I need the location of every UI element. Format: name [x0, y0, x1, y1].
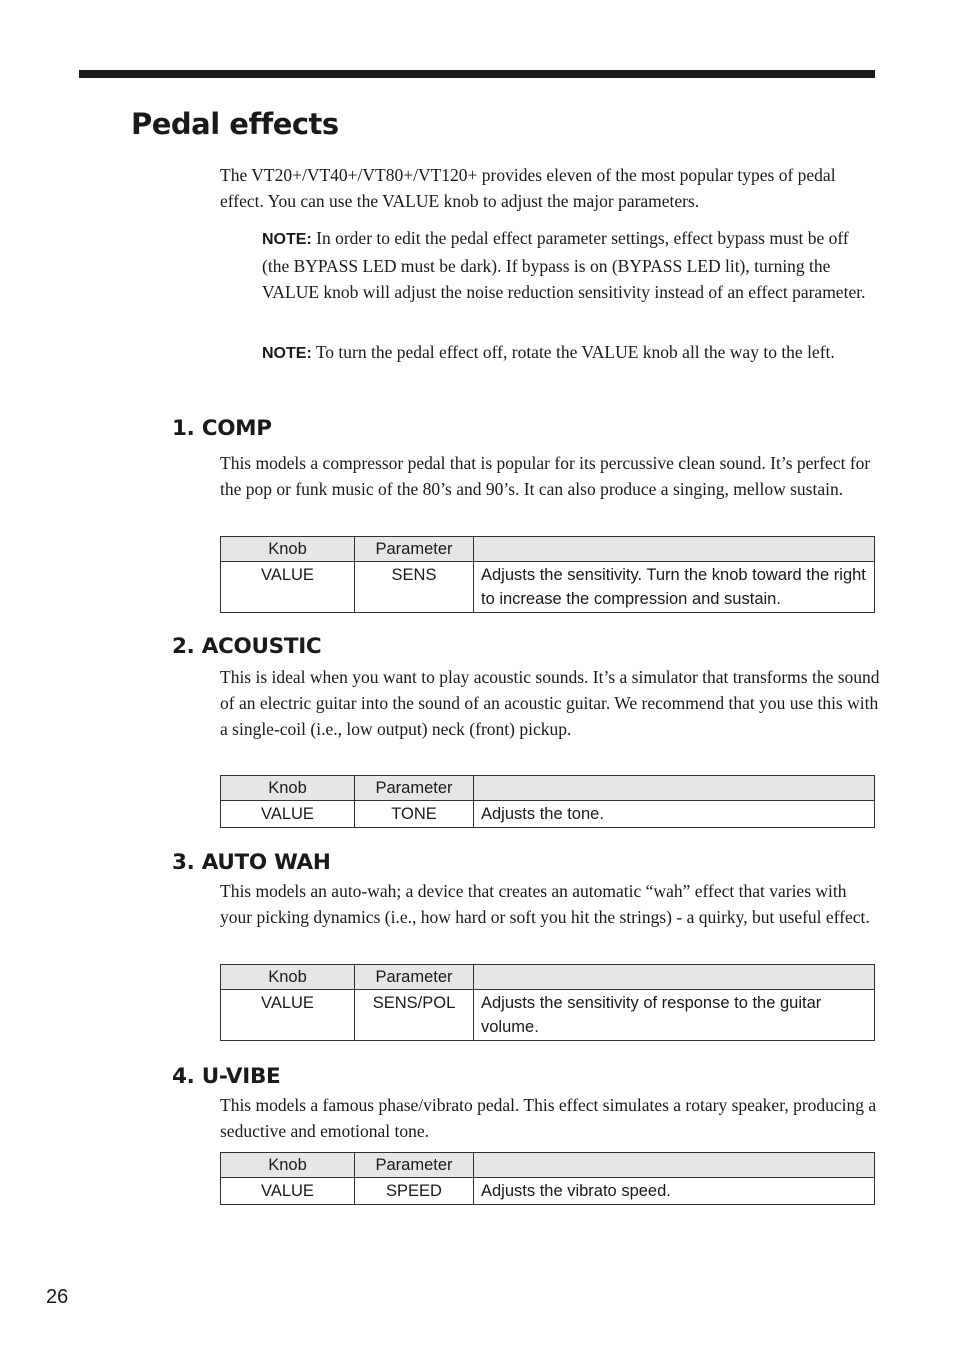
table-header-row: [221, 537, 875, 562]
note-label: NOTE:: [262, 345, 312, 362]
section-body-acoustic: This is ideal when you want to play acoustic sounds. It’s a simulator that transforms the sound of an electric guitar into the sound of an acoustic guitar. We recommend that you use this with a single-coil (i.e., low output) neck (front) pickup.: [220, 667, 880, 739]
header-description: [474, 965, 875, 990]
table-row: [221, 1178, 875, 1205]
note-effect-off: [262, 339, 876, 367]
header-description: [474, 776, 875, 801]
header-knob: Knob: [221, 1153, 355, 1178]
cell-parameter: SENS: [355, 562, 474, 613]
header-description: [474, 537, 875, 562]
table-header-row: [221, 1153, 875, 1178]
cell-knob: VALUE: [221, 801, 355, 828]
param-table-acoustic: [220, 775, 875, 828]
intro-paragraph: The VT20+/VT40+/VT80+/VT120+ provides eleven of the most popular types of pedal effect. You can use the VALUE knob to adjust the major parameters.: [220, 165, 836, 211]
param-table-auto-wah: [220, 964, 875, 1041]
note-bypass: [262, 225, 876, 305]
table-row: [221, 562, 875, 613]
cell-description: Adjusts the sensitivity of response to the guitar volume.: [474, 990, 875, 1041]
header-parameter: Parameter: [355, 537, 474, 562]
param-table-comp: [220, 536, 875, 613]
page-title: Pedal effects: [131, 107, 339, 141]
note-label: NOTE:: [262, 231, 312, 248]
cell-knob: VALUE: [221, 1178, 355, 1205]
header-knob: Knob: [221, 776, 355, 801]
section-title-acoustic: 2. ACOUSTIC: [172, 634, 322, 659]
header-parameter: Parameter: [355, 1153, 474, 1178]
header-parameter: Parameter: [355, 776, 474, 801]
section-title-comp: 1. COMP: [172, 416, 272, 441]
cell-knob: VALUE: [221, 562, 355, 613]
header-parameter: Parameter: [355, 965, 474, 990]
section-title-auto-wah: 3. AUTO WAH: [172, 850, 331, 875]
cell-knob: VALUE: [221, 990, 355, 1041]
table-header-row: [221, 965, 875, 990]
table-header-row: [221, 776, 875, 801]
cell-description: Adjusts the tone.: [474, 801, 875, 828]
top-rule: [79, 70, 875, 78]
page-number: 26: [46, 1286, 69, 1308]
header-knob: Knob: [221, 537, 355, 562]
table-row: [221, 801, 875, 828]
section-body-auto-wah: This models an auto-wah; a device that creates an automatic “wah” effect that varies with your picking dynamics (i.e., how hard or soft you hit the strings) - a quirky, but useful effect.: [220, 881, 870, 927]
cell-description: Adjusts the sensitivity. Turn the knob toward the right to increase the compression and sustain.: [474, 562, 875, 613]
note-text: In order to edit the pedal effect parameter settings, effect bypass must be off (the BYPASS LED must be dark). If bypass is on (BYPASS LED lit), turning the VALUE knob will adjust the noise reduction sensitivity instead of an effect parameter.: [262, 228, 866, 302]
cell-parameter: SENS/POL: [355, 990, 474, 1041]
cell-parameter: SPEED: [355, 1178, 474, 1205]
header-knob: Knob: [221, 965, 355, 990]
cell-parameter: TONE: [355, 801, 474, 828]
cell-description: Adjusts the vibrato speed.: [474, 1178, 875, 1205]
section-title-u-vibe: 4. U-VIBE: [172, 1064, 281, 1089]
section-body-u-vibe: This models a famous phase/vibrato pedal. This effect simulates a rotary speaker, producing a seductive and emotional tone.: [220, 1095, 877, 1141]
section-body-comp: This models a compressor pedal that is popular for its percussive clean sound. It’s perfect for the pop or funk music of the 80’s and 90’s. It can also produce a singing, mellow sustain.: [220, 453, 871, 499]
param-table-u-vibe: [220, 1152, 875, 1205]
table-row: [221, 990, 875, 1041]
note-text: To turn the pedal effect off, rotate the VALUE knob all the way to the left.: [311, 342, 835, 362]
header-description: [474, 1153, 875, 1178]
